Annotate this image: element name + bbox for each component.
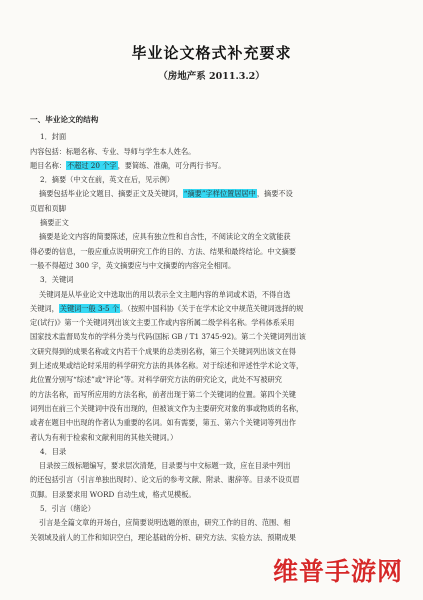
text-span: 题目名称： [30, 160, 66, 170]
item-intro-label: 5．引言（绪论） [40, 504, 95, 514]
watermark-logo: 维普手游网 [272, 557, 403, 586]
paragraph-line: 文研究得到的成果名称或文内若干个成果的总类别名称，第三个关键词列出该文在得 [30, 346, 296, 356]
paragraph-line: 内容包括：标题名称、专业、导师与学生本人姓名。 [30, 146, 196, 156]
paragraph-line: 词列出在前三个关键词中没有出现的，但被该文作为主要研究对象的事或物质的名称， [30, 403, 304, 413]
paragraph-line: 关键词是从毕业论文中选取出的用以表示全文主题内容的单词或术语，不得自选 [39, 289, 291, 299]
item-keywords-label: 3．关键词 [40, 275, 74, 285]
paragraph-line [30, 187, 395, 201]
document-body [30, 113, 395, 545]
paragraph-line [30, 302, 395, 316]
subheading: 摘要正文 [40, 218, 69, 228]
text-span: 关键词， [30, 303, 59, 313]
highlighted-text: “摘要”字样位置居居中 [183, 189, 256, 199]
paragraph-line: 关领域及前人的工作和知识空白，理论基础的分析、研究方法、实验方法、预期成果 [30, 532, 296, 542]
paragraph-line: 目录按三级标题编写，要求层次清楚，目录要与中文标题一致，应在目录中列出 [39, 461, 291, 471]
item-toc-label: 4．目录 [40, 446, 67, 456]
paragraph-line: 国家技术监督局发布的学科分类与代码(国标 GB / T1 3745-92)。第二个关键词列出该 [30, 332, 306, 342]
paragraph-line: 得必要的信息，一般应重点说明研究工作的目的、方法、结果和最终结论。中文摘要 [30, 246, 296, 256]
highlighted-text: 关键词一般 3-5 个 [59, 303, 120, 313]
paragraph-line: 摘要是论文内容的简要陈述，应具有独立性和自含性，不阅读论文的全文就能获 [39, 232, 291, 242]
section-heading: 一、毕业论文的结构 [30, 115, 99, 124]
text-span: 摘要包括毕业论文题目、摘要正文及关键词， [39, 189, 183, 199]
document-title: 毕业论文格式补充要求 [131, 44, 292, 62]
paragraph-line: 定(试行)》第一个关键词列出该文主要工作或内容所属二级学科名称。学科体系采用 [30, 318, 295, 328]
paragraph-line: 一般不得超过 300 字，英文摘要应与中文摘要的内容完全相同。 [30, 260, 236, 270]
paragraph-line: 此位置分别写“综述”或“评论”等。对科学研究方法的研究论文，此处不写被研究 [30, 375, 282, 385]
text-span: ，摘要不设 [256, 189, 293, 199]
highlighted-text: 不超过 20 个字 [66, 160, 117, 170]
paragraph-line: 引言是全篇文章的开场白，应简要说明选题的原由，研究工作的目的、范围、相 [39, 518, 291, 528]
paragraph-line: 的方法名称，而写所应用的方法名称，前者出现于第二个关键词的位置。第四个关键 [30, 389, 296, 399]
paragraph-line: 或者在题目中出现的作者认为重要的名词。如有需要，第五、第六个关键词等列出作 [30, 418, 296, 428]
paragraph-line: 页脚。目录要求用 WORD 自动生成，格式见模板。 [30, 489, 196, 499]
text-span: 。（按照中国科协《关于在学术论文中规范关键词选择的规 [120, 303, 304, 313]
paragraph-line: 页眉和页脚 [30, 203, 66, 213]
document-subtitle: （房地产系 2011.3.2） [158, 71, 265, 82]
item-abstract-label: 2．摘要（中文在前，英文在后，见示例） [40, 175, 174, 185]
paragraph-line [30, 159, 395, 173]
paragraph-line: 的还包括引言（引言单独出现时）、论文后的参考文献、附录、谢辞等。目录不设页眉 [30, 475, 300, 485]
text-span: ，要简练、准确，可分两行书写。 [117, 160, 226, 170]
paragraph-line: 者认为有利于检索和文献利用的其他关键词。） [30, 432, 178, 442]
paragraph-line: 到上述成果或结论时采用的科学研究方法的具体名称。对于综述和评述性学术论文等， [30, 361, 304, 371]
item-cover-label: 1．封面 [40, 132, 67, 142]
